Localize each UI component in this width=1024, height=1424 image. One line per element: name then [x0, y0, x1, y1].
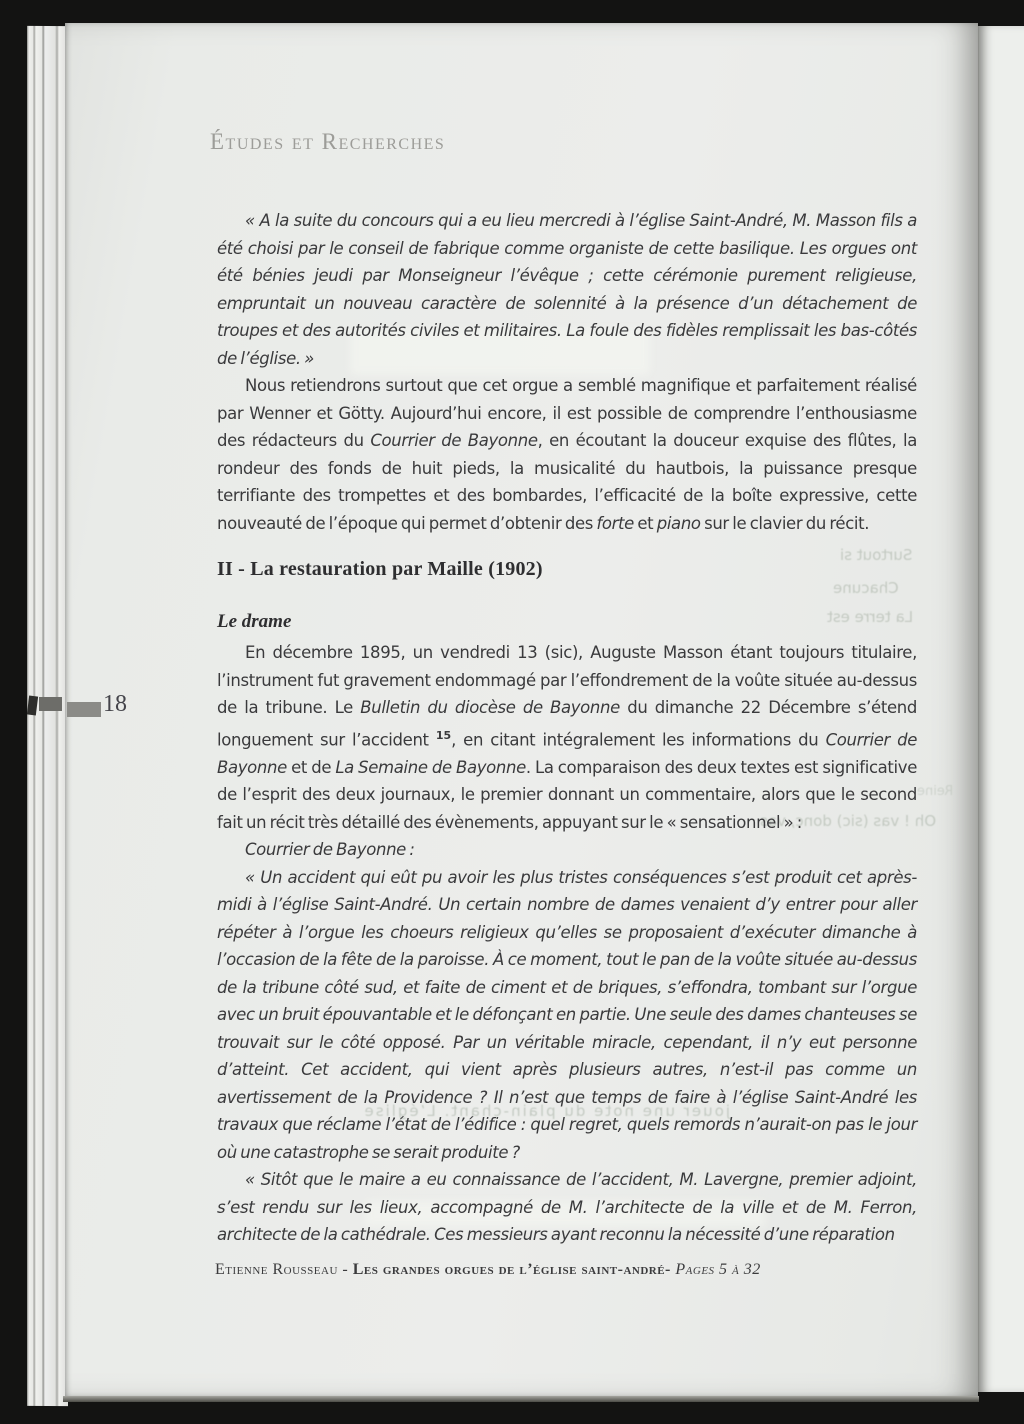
page-number-marker-bar	[67, 702, 101, 717]
bleed-through-text: Surtout si	[840, 546, 913, 564]
section-heading: II - La restauration par Maille (1902)	[217, 558, 543, 580]
running-header: Études et Recherches	[210, 129, 446, 154]
page-footer: Etienne Rousseau - Les grandes orgues de l’église saint-andré- Pages 5 à 32	[215, 1261, 761, 1278]
page-edge-stack	[27, 26, 68, 1406]
page-bottom-edge	[63, 1396, 979, 1402]
subsection-heading: Le drame	[217, 611, 292, 632]
press-quote-paragraph: « Sitôt que le maire a eu connaissance de l’accident, M. Lavergne, premier adjoint, s’est rendu sur les lieux, accompagné de M. l’architecte de la ville et de M. Ferron, architecte de la cathédrale. Ces messieurs ayant reconnu la nécessité d’une réparation	[217, 1170, 917, 1244]
page-number: 18	[103, 691, 127, 717]
commentary-paragraph: Nous retiendrons surtout que cet orgue a semblé magnifique et parfaitement réalisé par Wenner et Götty. Aujourd’hui encore, il est possible de comprendre l’enthousiasme des rédacteurs du Courrier de Bayonne, en écoutant la douceur exquise des flûtes, la rondeur des fonds de huit pieds, la musicalité du hautbois, la puissance presque terrifiante des trompettes et des bombardes, l’efficacité de la boîte expressive, cette nouveauté de l’époque qui permet d’obtenir des forte et piano sur le clavier du récit.	[217, 376, 918, 533]
bleed-through-text: Oh ! vas (sic) donc, vas	[760, 812, 937, 830]
bleed-through-text: Chacune	[833, 579, 899, 597]
narrative-paragraph: En décembre 1895, un vendredi 13 (sic), Auguste Masson étant toujours titulaire, l’instrument fut gravement endommagé par l’effondrement de la voûte située au-dessus de la tribune. Le Bulletin du diocèse de Bayonne du dimanche 22 Décembre s’étend longuement sur l’accident $^{15}$, en citant intégralement les informations du Courrier de Bayonne et de La Semaine de Bayonne. La comparaison des deux textes est significative de l’esprit des deux journaux, le premier donnant un commentaire, alors que le second fait un récit très détaillé des évènements, appuyant sur le « sensationnel » :	[217, 643, 918, 832]
source-title-line: Courrier de Bayonne :	[245, 840, 415, 859]
bleed-through-text: La terre est	[827, 608, 914, 626]
edge-marker-bar	[39, 697, 62, 711]
article-body	[217, 207, 917, 1249]
bleed-through-text: jouer une note du plain-chant. L’église	[362, 1102, 730, 1120]
press-quote-paragraph: « Un accident qui eût pu avoir les plus tristes conséquences s’est produit cet après-midi à l’église Saint-André. Un certain nombre de dames venaient d’y entrer pour aller répéter à l’orgue les choeurs religieux qu’elles se proposaient d’exécuter dimanche à l’occasion de la fête de la paroisse. À ce moment, tout le pan de la voûte située au-dessus de la tribune côté sud, et faite de ciment et de briques, s’effondra, tombant sur l’orgue avec un bruit épouvantable et le défonçant en partie. Une seule des dames chanteuses se trouvait sur le côté opposé. Par un véritable miracle, cependant, il n’y eut personne d’atteint. Cet accident, qui vient après plusieurs autres, n’est-il pas comme un avertissement de la Providence ? Il n’est que temps de faire à l’église Saint-André les travaux que réclame l’état de l’édifice : quel regret, quels remords n’aurait-on pas le jour où une catastrophe se serait produite ?	[217, 867, 917, 1162]
bleed-through-text: Reine	[917, 784, 954, 799]
facing-page-edge	[978, 26, 1024, 1392]
press-quote-paragraph: « A la suite du concours qui a eu lieu mercredi à l’église Saint-André, M. Masson fils a été choisi par le conseil de fabrique comme organiste de cette basilique. Les orgues ont été bénies jeudi par Monseigneur l’évêque ; cette cérémonie purement religieuse, empruntait un nouveau caractère de solennité à la présence d’un détachement de troupes et des autorités civiles et militaires. La foule des fidèles remplissait les bas-côtés de l’église. »	[217, 211, 917, 368]
book-page	[65, 23, 978, 1396]
